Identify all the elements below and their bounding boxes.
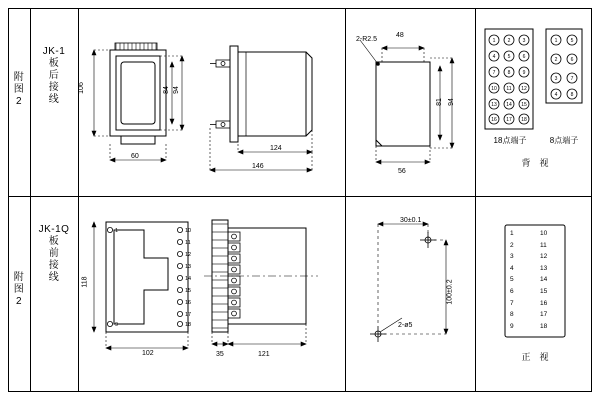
dim-60: 60 xyxy=(131,153,139,160)
terminal-group-8-drawing xyxy=(545,28,583,106)
dim-81: 81 xyxy=(435,98,443,106)
terminal-num-18: 18 xyxy=(540,322,548,330)
terminal-num-8: 8 xyxy=(510,311,514,319)
svg-text:16: 16 xyxy=(491,117,497,123)
svg-text:6: 6 xyxy=(522,54,526,60)
row1-view-caption: 背 视 xyxy=(521,158,549,168)
dim-35: 35 xyxy=(216,351,224,358)
row1-figure-label-line1: 附 xyxy=(13,72,25,83)
row2-side-view-drawing xyxy=(198,212,338,372)
terminal-num-17: 17 xyxy=(540,311,548,319)
svg-text:12: 12 xyxy=(521,86,527,92)
svg-text:11: 11 xyxy=(185,240,191,246)
row2-model-name: JK-1Q xyxy=(38,224,70,235)
row1-figure-label-line2: 图 xyxy=(13,84,25,95)
row1-model-name: JK-1 xyxy=(42,46,66,57)
row1-model-label xyxy=(30,46,78,106)
svg-text:18: 18 xyxy=(521,117,527,123)
terminal-num-14: 14 xyxy=(540,276,548,284)
dim-84: 84 xyxy=(162,86,170,94)
svg-text:17: 17 xyxy=(185,312,192,318)
svg-text:11: 11 xyxy=(506,86,512,92)
svg-text:3: 3 xyxy=(522,38,526,44)
terminal-num-15: 15 xyxy=(540,287,548,295)
svg-text:4: 4 xyxy=(554,92,558,98)
dim-94: 94 xyxy=(172,86,180,94)
svg-text:9: 9 xyxy=(115,322,119,328)
terminal-table-right-column xyxy=(540,228,564,332)
svg-text:13: 13 xyxy=(491,102,497,108)
svg-text:12: 12 xyxy=(185,252,192,258)
row1-model-label-line4: 接 xyxy=(48,82,60,93)
row-divider xyxy=(8,196,592,197)
svg-text:8: 8 xyxy=(570,92,574,98)
row2-figure-label-line2: 图 xyxy=(13,284,25,295)
terminal-18-caption: 18点端子 xyxy=(493,136,527,145)
terminal-num-3: 3 xyxy=(510,253,514,261)
row2-figure-label-line1: 附 xyxy=(13,272,25,283)
dim-146: 146 xyxy=(252,163,264,170)
terminal-num-12: 12 xyxy=(540,253,548,261)
row1-model-label-line2: 板 xyxy=(48,58,60,69)
terminal-num-13: 13 xyxy=(540,264,548,272)
dim-118: 118 xyxy=(81,276,89,288)
svg-text:1: 1 xyxy=(554,38,558,44)
row2-model-label-line4: 接 xyxy=(48,260,60,271)
svg-text:18: 18 xyxy=(185,322,192,328)
svg-text:1: 1 xyxy=(492,38,496,44)
row2-figure-label-line3: 2 xyxy=(15,296,23,307)
row2-figure-label xyxy=(8,272,30,308)
row2-model-label xyxy=(30,224,78,284)
terminal-num-6: 6 xyxy=(510,287,514,295)
row2-drill-pattern-drawing xyxy=(356,214,476,364)
row1-figure-label xyxy=(8,72,30,108)
column-divider-model xyxy=(78,8,79,392)
svg-text:4: 4 xyxy=(492,54,496,60)
svg-text:14: 14 xyxy=(506,102,512,108)
svg-text:15: 15 xyxy=(185,288,192,294)
dim-56: 56 xyxy=(398,168,406,175)
svg-text:2: 2 xyxy=(554,57,558,63)
svg-text:1: 1 xyxy=(115,228,119,234)
svg-text:7: 7 xyxy=(492,70,496,76)
dim-48: 48 xyxy=(396,32,404,39)
terminal-num-4: 4 xyxy=(510,264,514,272)
row2-view-caption: 正 视 xyxy=(521,352,549,362)
terminal-num-1: 1 xyxy=(510,230,514,237)
row2-model-label-line5: 线 xyxy=(48,272,60,283)
terminal-num-9: 9 xyxy=(510,322,514,330)
terminal-table-left-column xyxy=(510,228,532,332)
column-divider-cutout xyxy=(345,8,346,392)
dim-2-R2.5: 2-R2.5 xyxy=(356,36,378,43)
dim-121: 121 xyxy=(258,351,270,358)
svg-text:6: 6 xyxy=(570,57,574,63)
svg-text:10: 10 xyxy=(185,228,192,234)
dim-102: 102 xyxy=(142,350,154,357)
svg-text:17: 17 xyxy=(506,117,512,123)
row2-model-label-line3: 前 xyxy=(48,248,60,259)
svg-text:16: 16 xyxy=(185,300,192,306)
svg-text:8: 8 xyxy=(507,70,511,76)
svg-text:10: 10 xyxy=(491,86,497,92)
row2-model-label-line2: 板 xyxy=(48,236,60,247)
svg-text:5: 5 xyxy=(507,54,511,60)
terminal-8-caption: 8点端子 xyxy=(549,136,579,145)
terminal-num-16: 16 xyxy=(540,299,548,307)
svg-text:2: 2 xyxy=(507,38,511,44)
row2-front-view-drawing xyxy=(81,212,214,372)
dim-30-tol: 30±0.1 xyxy=(400,217,422,224)
terminal-group-18-drawing xyxy=(484,28,534,133)
row1-model-label-line3: 后 xyxy=(48,70,60,81)
svg-text:9: 9 xyxy=(522,70,526,76)
row1-front-view-drawing xyxy=(84,22,209,182)
svg-text:7: 7 xyxy=(570,76,574,82)
dim-106: 106 xyxy=(77,82,85,94)
svg-text:14: 14 xyxy=(185,276,192,282)
terminal-num-10: 10 xyxy=(540,230,548,237)
row1-figure-label-line3: 2 xyxy=(15,96,23,107)
row1-side-view-drawing xyxy=(200,22,335,187)
svg-text:13: 13 xyxy=(185,264,192,270)
terminal-num-2: 2 xyxy=(510,241,514,249)
dim-2-phi5: 2-ø5 xyxy=(398,322,413,329)
dim-124: 124 xyxy=(270,145,282,152)
svg-text:15: 15 xyxy=(521,102,527,108)
svg-text:5: 5 xyxy=(570,38,574,44)
terminal-num-7: 7 xyxy=(510,299,514,307)
dim-94b: 94 xyxy=(447,98,455,106)
terminal-num-11: 11 xyxy=(540,241,547,249)
dim-100-tol: 100±0.2 xyxy=(446,279,454,305)
terminal-num-5: 5 xyxy=(510,276,514,284)
row1-model-label-line5: 线 xyxy=(48,94,60,105)
svg-text:3: 3 xyxy=(554,76,558,82)
